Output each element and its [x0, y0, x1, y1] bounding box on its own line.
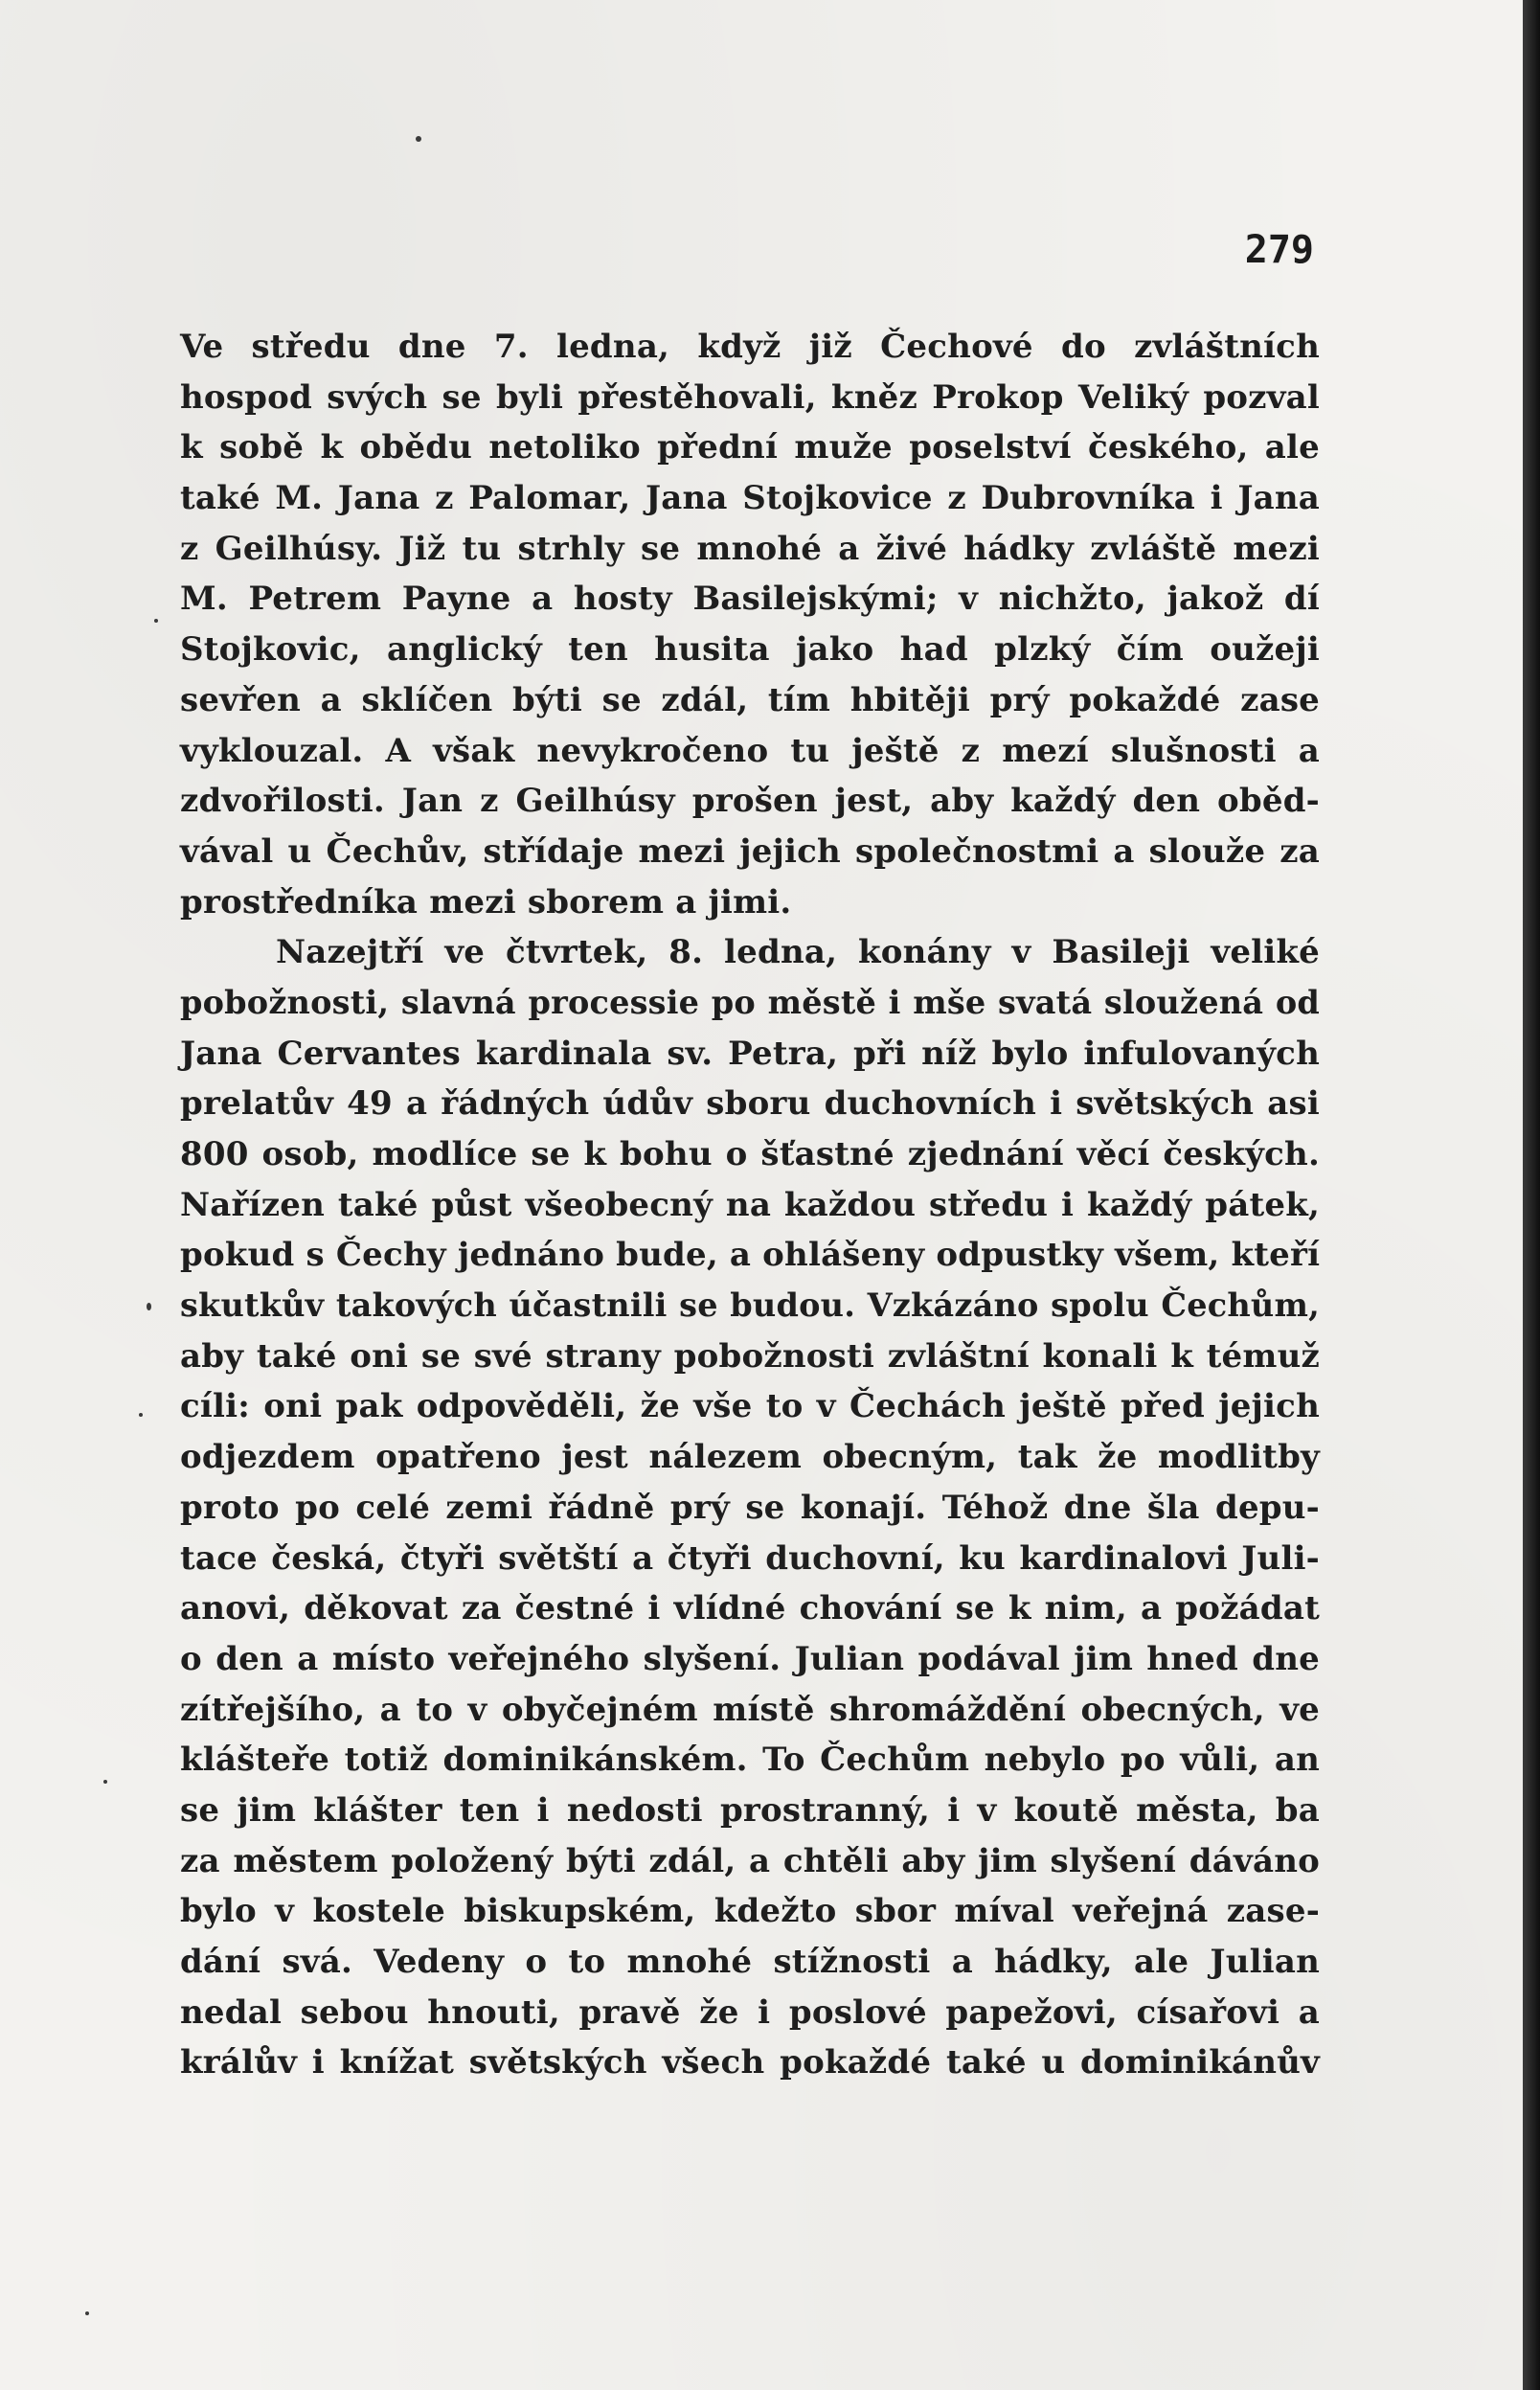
text-line: tace česká, čtyři světští a čtyři duchovní, ku kardinalovi Juli- — [180, 1538, 1320, 1578]
text-line: sevřen a sklíčen býti se zdál, tím hbitěji prý pokaždé zase — [180, 680, 1320, 719]
print-speck — [147, 1303, 151, 1310]
text-line: cíli: oni pak odpověděli, že vše to v Čechách ještě před jejich — [180, 1387, 1320, 1426]
text-line: za městem položený býti zdál, a chtěli aby jim slyšení dáváno — [180, 1841, 1320, 1880]
text-line: skutkův takových účastnili se budou. Vzkázáno spolu Čechům, — [180, 1286, 1320, 1325]
print-speck — [103, 1780, 107, 1784]
text-line: Stojkovic, anglický ten husita jako had plzký čím oužeji — [180, 630, 1320, 670]
print-speck — [85, 2311, 89, 2315]
print-speck — [139, 1413, 143, 1417]
text-line: klášteře totiž dominikánském. To Čechům nebylo po vůli, an — [180, 1741, 1320, 1780]
text-line: prostředníka mezi sborem a jimi. — [180, 882, 792, 922]
text-line: aby také oni se své strany pobožnosti zvláštní konali k témuž — [180, 1336, 1320, 1376]
text-line: hospod svých se byli přestěhovali, kněz Prokop Veliký pozval — [180, 377, 1320, 417]
text-line: o den a místo veřejného slyšení. Julian podával jim hned dne — [180, 1639, 1320, 1678]
text-line: 800 osob, modlíce se k bohu o šťastné zjednání věcí českých. — [180, 1135, 1320, 1173]
page-edge-shadow — [1523, 0, 1540, 2390]
text-line: prelatův 49 a řádných údův sboru duchovních i světských asi — [180, 1084, 1320, 1124]
text-line: pokud s Čechy jednáno bude, a ohlášeny odpustky všem, kteří — [180, 1236, 1321, 1275]
text-line: M. Petrem Payne a hosty Basilejskými; v nichžto, jakož dí — [180, 580, 1320, 619]
page-number: 279 — [1244, 228, 1314, 272]
body-text — [180, 322, 1320, 2088]
text-line: Nařízen také půst všeobecný na každou středu i každý pátek, — [180, 1185, 1320, 1224]
print-speck — [154, 619, 158, 623]
text-line: k sobě k obědu netoliko přední muže poselství českého, ale — [180, 428, 1320, 467]
text-line: Ve středu dne 7. ledna, když již Čechové do zvláštních — [180, 328, 1320, 366]
text-line: králův i knížat světských všech pokaždé také u dominikánův — [180, 2043, 1320, 2083]
text-line: zdvořilosti. Jan z Geilhúsy prošen jest, aby každý den oběd- — [180, 782, 1320, 821]
text-line: nedal sebou hnouti, pravě že i poslové papežovi, císařovi a — [180, 1992, 1320, 2032]
text-line: vával u Čechův, střídaje mezi jejich společnostmi a slouže za — [180, 831, 1320, 871]
text-line: bylo v kostele biskupském, kdežto sbor míval veřejná zase- — [180, 1892, 1320, 1931]
text-line: také M. Jana z Palomar, Jana Stojkovice z Dubrovníka i Jana — [180, 479, 1320, 518]
text-line: proto po celé zemi řádně prý se konají. Téhož dne šla depu- — [180, 1488, 1320, 1527]
text-line: Nazejtří ve čtvrtek, 8. ledna, konány v Basileji veliké — [276, 933, 1320, 972]
text-line: z Geilhúsy. Již tu strhly se mnohé a živé hádky zvláště mezi — [180, 529, 1320, 568]
text-line: zítřejšího, a to v obyčejném místě shromáždění obecných, ve — [180, 1690, 1320, 1729]
text-line: odjezdem opatřeno jest nálezem obecným, tak že modlitby — [180, 1438, 1320, 1477]
text-line: vyklouzal. A však nevykročeno tu ještě z mezí slušnosti a — [180, 731, 1320, 770]
text-line: dání svá. Vedeny o to mnohé stížnosti a hádky, ale Julian — [180, 1943, 1320, 1981]
text-line: anovi, děkovat za čestné i vlídné chování se k nim, a požádat — [180, 1589, 1320, 1628]
text-line: Jana Cervantes kardinala sv. Petra, při níž bylo infulovaných — [180, 1034, 1320, 1073]
text-line: se jim klášter ten i nedosti prostranný, i v koutě města, ba — [180, 1790, 1320, 1830]
text-line: pobožnosti, slavná processie po městě i mše svatá sloužená od — [180, 983, 1320, 1021]
print-speck — [416, 136, 421, 142]
